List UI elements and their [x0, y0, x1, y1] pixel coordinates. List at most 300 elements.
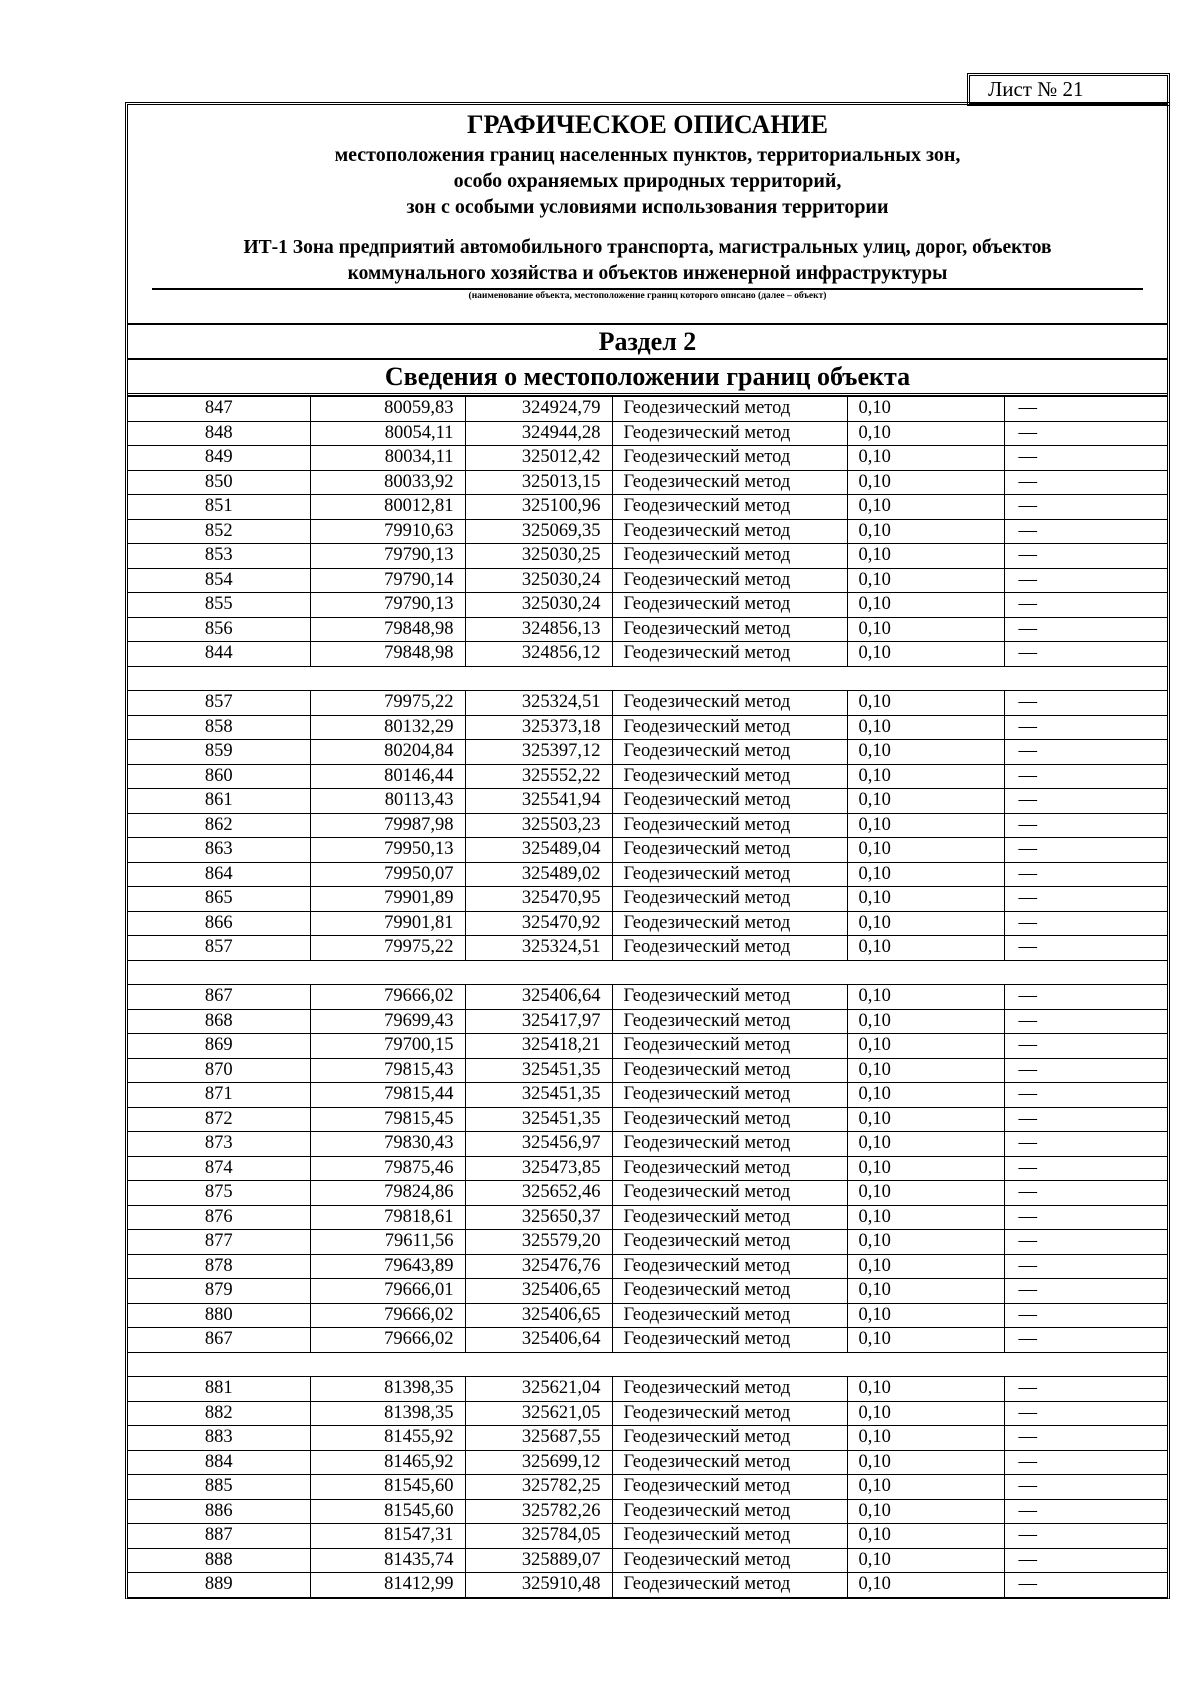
x-coordinate-cell: 79901,81	[310, 911, 465, 936]
table-row	[128, 568, 1167, 593]
accuracy-cell: 0,10	[847, 838, 1004, 863]
description-cell: —	[1004, 1328, 1167, 1353]
accuracy-cell: 0,10	[847, 1083, 1004, 1108]
description-cell: —	[1004, 617, 1167, 642]
point-number-cell: 852	[128, 519, 310, 544]
method-cell: Геодезический метод	[612, 838, 847, 863]
table-row	[128, 1450, 1167, 1475]
method-cell: Геодезический метод	[612, 1548, 847, 1573]
accuracy-cell: 0,10	[847, 446, 1004, 471]
description-cell: —	[1004, 911, 1167, 936]
method-cell: Геодезический метод	[612, 568, 847, 593]
point-number-cell: 874	[128, 1156, 310, 1181]
table-row	[128, 1524, 1167, 1549]
x-coordinate-cell: 80033,92	[310, 470, 465, 495]
accuracy-cell: 0,10	[847, 1034, 1004, 1059]
point-number-cell: 888	[128, 1548, 310, 1573]
y-coordinate-cell: 325324,51	[465, 691, 612, 716]
point-number-cell: 883	[128, 1426, 310, 1451]
accuracy-cell: 0,10	[847, 911, 1004, 936]
point-number-cell: 872	[128, 1107, 310, 1132]
x-coordinate-cell: 79975,22	[310, 691, 465, 716]
description-cell: —	[1004, 1426, 1167, 1451]
method-cell: Геодезический метод	[612, 1156, 847, 1181]
y-coordinate-cell: 324944,28	[465, 421, 612, 446]
description-cell: —	[1004, 862, 1167, 887]
sheet-number-label: Лист № 21	[988, 77, 1084, 101]
x-coordinate-cell: 81547,31	[310, 1524, 465, 1549]
method-cell: Геодезический метод	[612, 1573, 847, 1598]
method-cell: Геодезический метод	[612, 911, 847, 936]
accuracy-cell: 0,10	[847, 1548, 1004, 1573]
point-number-cell: 882	[128, 1401, 310, 1426]
method-cell: Геодезический метод	[612, 1426, 847, 1451]
x-coordinate-cell: 79848,98	[310, 617, 465, 642]
table-row	[128, 1205, 1167, 1230]
table-row	[128, 1573, 1167, 1598]
method-cell: Геодезический метод	[612, 862, 847, 887]
accuracy-cell: 0,10	[847, 1475, 1004, 1500]
description-cell: —	[1004, 642, 1167, 667]
description-cell: —	[1004, 1009, 1167, 1034]
x-coordinate-cell: 79815,44	[310, 1083, 465, 1108]
y-coordinate-cell: 325406,64	[465, 1328, 612, 1353]
x-coordinate-cell: 79875,46	[310, 1156, 465, 1181]
group-separator-cell	[128, 666, 1167, 691]
y-coordinate-cell: 325451,35	[465, 1107, 612, 1132]
table-row	[128, 1156, 1167, 1181]
description-cell: —	[1004, 887, 1167, 912]
point-number-cell: 870	[128, 1058, 310, 1083]
accuracy-cell: 0,10	[847, 1303, 1004, 1328]
table-row	[128, 397, 1167, 422]
x-coordinate-cell: 80204,84	[310, 740, 465, 765]
accuracy-cell: 0,10	[847, 1230, 1004, 1255]
y-coordinate-cell: 325503,23	[465, 813, 612, 838]
y-coordinate-cell: 325406,65	[465, 1279, 612, 1304]
table-row	[128, 446, 1167, 471]
point-number-cell: 884	[128, 1450, 310, 1475]
accuracy-cell: 0,10	[847, 1524, 1004, 1549]
method-cell: Геодезический метод	[612, 519, 847, 544]
description-cell: —	[1004, 470, 1167, 495]
x-coordinate-cell: 79848,98	[310, 642, 465, 667]
object-name-line-2: коммунального хозяйства и объектов инженерной инфраструктуры	[347, 263, 948, 284]
point-number-cell: 868	[128, 1009, 310, 1034]
x-coordinate-cell: 80054,11	[310, 421, 465, 446]
table-row	[128, 1328, 1167, 1353]
description-cell: —	[1004, 1156, 1167, 1181]
method-cell: Геодезический метод	[612, 1279, 847, 1304]
y-coordinate-cell: 325650,37	[465, 1205, 612, 1230]
method-cell: Геодезический метод	[612, 1132, 847, 1157]
x-coordinate-cell: 81465,92	[310, 1450, 465, 1475]
accuracy-cell: 0,10	[847, 764, 1004, 789]
y-coordinate-cell: 325473,85	[465, 1156, 612, 1181]
description-cell: —	[1004, 1279, 1167, 1304]
y-coordinate-cell: 325541,94	[465, 789, 612, 814]
method-cell: Геодезический метод	[612, 936, 847, 961]
accuracy-cell: 0,10	[847, 1426, 1004, 1451]
y-coordinate-cell: 325451,35	[465, 1058, 612, 1083]
point-number-cell: 877	[128, 1230, 310, 1255]
point-number-cell: 858	[128, 715, 310, 740]
point-number-cell: 876	[128, 1205, 310, 1230]
x-coordinate-cell: 79611,56	[310, 1230, 465, 1255]
accuracy-cell: 0,10	[847, 1009, 1004, 1034]
object-name-caption: (наименование объекта, местоположение границ которого описано (далее – объект)	[468, 291, 827, 301]
y-coordinate-cell: 325782,25	[465, 1475, 612, 1500]
table-row	[128, 593, 1167, 618]
table-row	[128, 1548, 1167, 1573]
accuracy-cell: 0,10	[847, 691, 1004, 716]
table-row	[128, 617, 1167, 642]
table-row	[128, 1107, 1167, 1132]
description-cell: —	[1004, 936, 1167, 961]
y-coordinate-cell: 325030,25	[465, 544, 612, 569]
accuracy-cell: 0,10	[847, 715, 1004, 740]
y-coordinate-cell: 325100,96	[465, 495, 612, 520]
x-coordinate-cell: 79700,15	[310, 1034, 465, 1059]
table-row	[128, 936, 1167, 961]
point-number-cell: 850	[128, 470, 310, 495]
y-coordinate-cell: 325782,26	[465, 1499, 612, 1524]
point-number-cell: 862	[128, 813, 310, 838]
description-cell: —	[1004, 1205, 1167, 1230]
y-coordinate-cell: 325406,64	[465, 985, 612, 1010]
method-cell: Геодезический метод	[612, 1475, 847, 1500]
point-number-cell: 878	[128, 1254, 310, 1279]
y-coordinate-cell: 325013,15	[465, 470, 612, 495]
table-row	[128, 495, 1167, 520]
accuracy-cell: 0,10	[847, 642, 1004, 667]
table-row	[128, 1058, 1167, 1083]
point-number-cell: 856	[128, 617, 310, 642]
description-cell: —	[1004, 593, 1167, 618]
description-cell: —	[1004, 1548, 1167, 1573]
y-coordinate-cell: 325030,24	[465, 568, 612, 593]
description-cell: —	[1004, 446, 1167, 471]
coordinates-table-body	[128, 397, 1167, 1598]
x-coordinate-cell: 79830,43	[310, 1132, 465, 1157]
table-row	[128, 1499, 1167, 1524]
method-cell: Геодезический метод	[612, 1034, 847, 1059]
point-number-cell: 869	[128, 1034, 310, 1059]
table-row	[128, 1132, 1167, 1157]
method-cell: Геодезический метод	[612, 446, 847, 471]
y-coordinate-cell: 325476,76	[465, 1254, 612, 1279]
accuracy-cell: 0,10	[847, 1181, 1004, 1206]
point-number-cell: 863	[128, 838, 310, 863]
method-cell: Геодезический метод	[612, 1328, 847, 1353]
x-coordinate-cell: 81455,92	[310, 1426, 465, 1451]
description-cell: —	[1004, 838, 1167, 863]
accuracy-cell: 0,10	[847, 740, 1004, 765]
table-row	[128, 691, 1167, 716]
description-cell: —	[1004, 1450, 1167, 1475]
method-cell: Геодезический метод	[612, 1205, 847, 1230]
y-coordinate-cell: 325579,20	[465, 1230, 612, 1255]
y-coordinate-cell: 325456,97	[465, 1132, 612, 1157]
table-row	[128, 470, 1167, 495]
point-number-cell: 867	[128, 1328, 310, 1353]
accuracy-cell: 0,10	[847, 813, 1004, 838]
table-row	[128, 985, 1167, 1010]
method-cell: Геодезический метод	[612, 1083, 847, 1108]
point-number-cell: 857	[128, 936, 310, 961]
description-cell: —	[1004, 985, 1167, 1010]
description-cell: —	[1004, 1034, 1167, 1059]
accuracy-cell: 0,10	[847, 1377, 1004, 1402]
table-row	[128, 519, 1167, 544]
x-coordinate-cell: 79790,13	[310, 593, 465, 618]
method-cell: Геодезический метод	[612, 1499, 847, 1524]
accuracy-cell: 0,10	[847, 1058, 1004, 1083]
point-number-cell: 886	[128, 1499, 310, 1524]
x-coordinate-cell: 79790,13	[310, 544, 465, 569]
method-cell: Геодезический метод	[612, 1058, 847, 1083]
document-subtitle-line-3: зон с особыми условиями использования территории	[406, 196, 889, 218]
y-coordinate-cell: 325489,04	[465, 838, 612, 863]
table-row	[128, 764, 1167, 789]
point-number-cell: 848	[128, 421, 310, 446]
y-coordinate-cell: 325451,35	[465, 1083, 612, 1108]
description-cell: —	[1004, 421, 1167, 446]
method-cell: Геодезический метод	[612, 715, 847, 740]
x-coordinate-cell: 81545,60	[310, 1475, 465, 1500]
method-cell: Геодезический метод	[612, 1401, 847, 1426]
x-coordinate-cell: 79699,43	[310, 1009, 465, 1034]
group-separator-cell	[128, 1352, 1167, 1377]
description-cell: —	[1004, 1377, 1167, 1402]
point-number-cell: 853	[128, 544, 310, 569]
x-coordinate-cell: 79666,02	[310, 1328, 465, 1353]
y-coordinate-cell: 325889,07	[465, 1548, 612, 1573]
description-cell: —	[1004, 789, 1167, 814]
table-row	[128, 1034, 1167, 1059]
document-subtitle-line-1: местоположения границ населенных пунктов, территориальных зон,	[334, 144, 961, 166]
document-frame	[125, 102, 1170, 1599]
method-cell: Геодезический метод	[612, 397, 847, 422]
method-cell: Геодезический метод	[612, 642, 847, 667]
table-row	[128, 715, 1167, 740]
y-coordinate-cell: 325373,18	[465, 715, 612, 740]
x-coordinate-cell: 80012,81	[310, 495, 465, 520]
x-coordinate-cell: 79950,07	[310, 862, 465, 887]
method-cell: Геодезический метод	[612, 495, 847, 520]
y-coordinate-cell: 325552,22	[465, 764, 612, 789]
table-row	[128, 862, 1167, 887]
x-coordinate-cell: 79987,98	[310, 813, 465, 838]
x-coordinate-cell: 80113,43	[310, 789, 465, 814]
y-coordinate-cell: 325784,05	[465, 1524, 612, 1549]
accuracy-cell: 0,10	[847, 1254, 1004, 1279]
point-number-cell: 875	[128, 1181, 310, 1206]
table-row	[128, 1377, 1167, 1402]
y-coordinate-cell: 325652,46	[465, 1181, 612, 1206]
table-row	[128, 911, 1167, 936]
accuracy-cell: 0,10	[847, 1132, 1004, 1157]
y-coordinate-cell: 324924,79	[465, 397, 612, 422]
coordinates-table	[128, 396, 1167, 1598]
accuracy-cell: 0,10	[847, 985, 1004, 1010]
x-coordinate-cell: 79815,43	[310, 1058, 465, 1083]
table-row	[128, 740, 1167, 765]
accuracy-cell: 0,10	[847, 519, 1004, 544]
table-row	[128, 421, 1167, 446]
description-cell: —	[1004, 691, 1167, 716]
group-separator-row	[128, 1352, 1167, 1377]
accuracy-cell: 0,10	[847, 617, 1004, 642]
table-row	[128, 1303, 1167, 1328]
y-coordinate-cell: 325012,42	[465, 446, 612, 471]
method-cell: Геодезический метод	[612, 1107, 847, 1132]
point-number-cell: 844	[128, 642, 310, 667]
method-cell: Геодезический метод	[612, 740, 847, 765]
x-coordinate-cell: 79824,86	[310, 1181, 465, 1206]
description-cell: —	[1004, 1083, 1167, 1108]
table-row	[128, 1475, 1167, 1500]
point-number-cell: 860	[128, 764, 310, 789]
x-coordinate-cell: 81435,74	[310, 1548, 465, 1573]
point-number-cell: 857	[128, 691, 310, 716]
description-cell: —	[1004, 1132, 1167, 1157]
point-number-cell: 887	[128, 1524, 310, 1549]
accuracy-cell: 0,10	[847, 397, 1004, 422]
point-number-cell: 871	[128, 1083, 310, 1108]
x-coordinate-cell: 79818,61	[310, 1205, 465, 1230]
y-coordinate-cell: 325489,02	[465, 862, 612, 887]
description-cell: —	[1004, 397, 1167, 422]
point-number-cell: 880	[128, 1303, 310, 1328]
method-cell: Геодезический метод	[612, 1303, 847, 1328]
description-cell: —	[1004, 1303, 1167, 1328]
accuracy-cell: 0,10	[847, 470, 1004, 495]
document-title: ГРАФИЧЕСКОЕ ОПИСАНИЕ	[467, 110, 828, 139]
accuracy-cell: 0,10	[847, 1156, 1004, 1181]
point-number-cell: 881	[128, 1377, 310, 1402]
description-cell: —	[1004, 1401, 1167, 1426]
x-coordinate-cell: 79666,02	[310, 1303, 465, 1328]
x-coordinate-cell: 81398,35	[310, 1377, 465, 1402]
table-row	[128, 838, 1167, 863]
y-coordinate-cell: 325418,21	[465, 1034, 612, 1059]
accuracy-cell: 0,10	[847, 1328, 1004, 1353]
group-separator-cell	[128, 960, 1167, 985]
accuracy-cell: 0,10	[847, 593, 1004, 618]
accuracy-cell: 0,10	[847, 887, 1004, 912]
table-row	[128, 1426, 1167, 1451]
accuracy-cell: 0,10	[847, 1401, 1004, 1426]
description-cell: —	[1004, 764, 1167, 789]
table-row	[128, 789, 1167, 814]
table-row	[128, 642, 1167, 667]
description-cell: —	[1004, 1499, 1167, 1524]
y-coordinate-cell: 324856,12	[465, 642, 612, 667]
method-cell: Геодезический метод	[612, 421, 847, 446]
point-number-cell: 849	[128, 446, 310, 471]
method-cell: Геодезический метод	[612, 617, 847, 642]
y-coordinate-cell: 325397,12	[465, 740, 612, 765]
x-coordinate-cell: 79790,14	[310, 568, 465, 593]
y-coordinate-cell: 325324,51	[465, 936, 612, 961]
x-coordinate-cell: 79666,01	[310, 1279, 465, 1304]
table-row	[128, 813, 1167, 838]
method-cell: Геодезический метод	[612, 544, 847, 569]
description-cell: —	[1004, 1107, 1167, 1132]
method-cell: Геодезический метод	[612, 470, 847, 495]
description-cell: —	[1004, 568, 1167, 593]
x-coordinate-cell: 80059,83	[310, 397, 465, 422]
y-coordinate-cell: 325406,65	[465, 1303, 612, 1328]
method-cell: Геодезический метод	[612, 887, 847, 912]
table-row	[128, 1401, 1167, 1426]
point-number-cell: 873	[128, 1132, 310, 1157]
x-coordinate-cell: 81412,99	[310, 1573, 465, 1598]
x-coordinate-cell: 79815,45	[310, 1107, 465, 1132]
x-coordinate-cell: 80146,44	[310, 764, 465, 789]
section-subtitle: Сведения о местоположении границ объекта	[128, 360, 1167, 396]
x-coordinate-cell: 79950,13	[310, 838, 465, 863]
point-number-cell: 861	[128, 789, 310, 814]
table-row	[128, 1279, 1167, 1304]
y-coordinate-cell: 325699,12	[465, 1450, 612, 1475]
accuracy-cell: 0,10	[847, 862, 1004, 887]
accuracy-cell: 0,10	[847, 568, 1004, 593]
table-row	[128, 1254, 1167, 1279]
method-cell: Геодезический метод	[612, 1254, 847, 1279]
document-header	[128, 105, 1167, 325]
object-name-line-1: ИТ-1 Зона предприятий автомобильного транспорта, магистральных улиц, дорог, объектов	[243, 237, 1052, 258]
accuracy-cell: 0,10	[847, 1279, 1004, 1304]
table-row	[128, 1230, 1167, 1255]
x-coordinate-cell: 79643,89	[310, 1254, 465, 1279]
group-separator-row	[128, 666, 1167, 691]
method-cell: Геодезический метод	[612, 1009, 847, 1034]
y-coordinate-cell: 325621,04	[465, 1377, 612, 1402]
method-cell: Геодезический метод	[612, 985, 847, 1010]
description-cell: —	[1004, 715, 1167, 740]
accuracy-cell: 0,10	[847, 936, 1004, 961]
description-cell: —	[1004, 544, 1167, 569]
point-number-cell: 854	[128, 568, 310, 593]
point-number-cell: 866	[128, 911, 310, 936]
x-coordinate-cell: 80034,11	[310, 446, 465, 471]
description-cell: —	[1004, 1181, 1167, 1206]
point-number-cell: 879	[128, 1279, 310, 1304]
point-number-cell: 855	[128, 593, 310, 618]
accuracy-cell: 0,10	[847, 1450, 1004, 1475]
group-separator-row	[128, 960, 1167, 985]
y-coordinate-cell: 325621,05	[465, 1401, 612, 1426]
point-number-cell: 859	[128, 740, 310, 765]
point-number-cell: 865	[128, 887, 310, 912]
x-coordinate-cell: 80132,29	[310, 715, 465, 740]
x-coordinate-cell: 81398,35	[310, 1401, 465, 1426]
table-row	[128, 887, 1167, 912]
y-coordinate-cell: 325687,55	[465, 1426, 612, 1451]
y-coordinate-cell: 325030,24	[465, 593, 612, 618]
method-cell: Геодезический метод	[612, 1181, 847, 1206]
point-number-cell: 864	[128, 862, 310, 887]
y-coordinate-cell: 325069,35	[465, 519, 612, 544]
accuracy-cell: 0,10	[847, 1499, 1004, 1524]
x-coordinate-cell: 81545,60	[310, 1499, 465, 1524]
point-number-cell: 851	[128, 495, 310, 520]
accuracy-cell: 0,10	[847, 789, 1004, 814]
x-coordinate-cell: 79666,02	[310, 985, 465, 1010]
accuracy-cell: 0,10	[847, 495, 1004, 520]
